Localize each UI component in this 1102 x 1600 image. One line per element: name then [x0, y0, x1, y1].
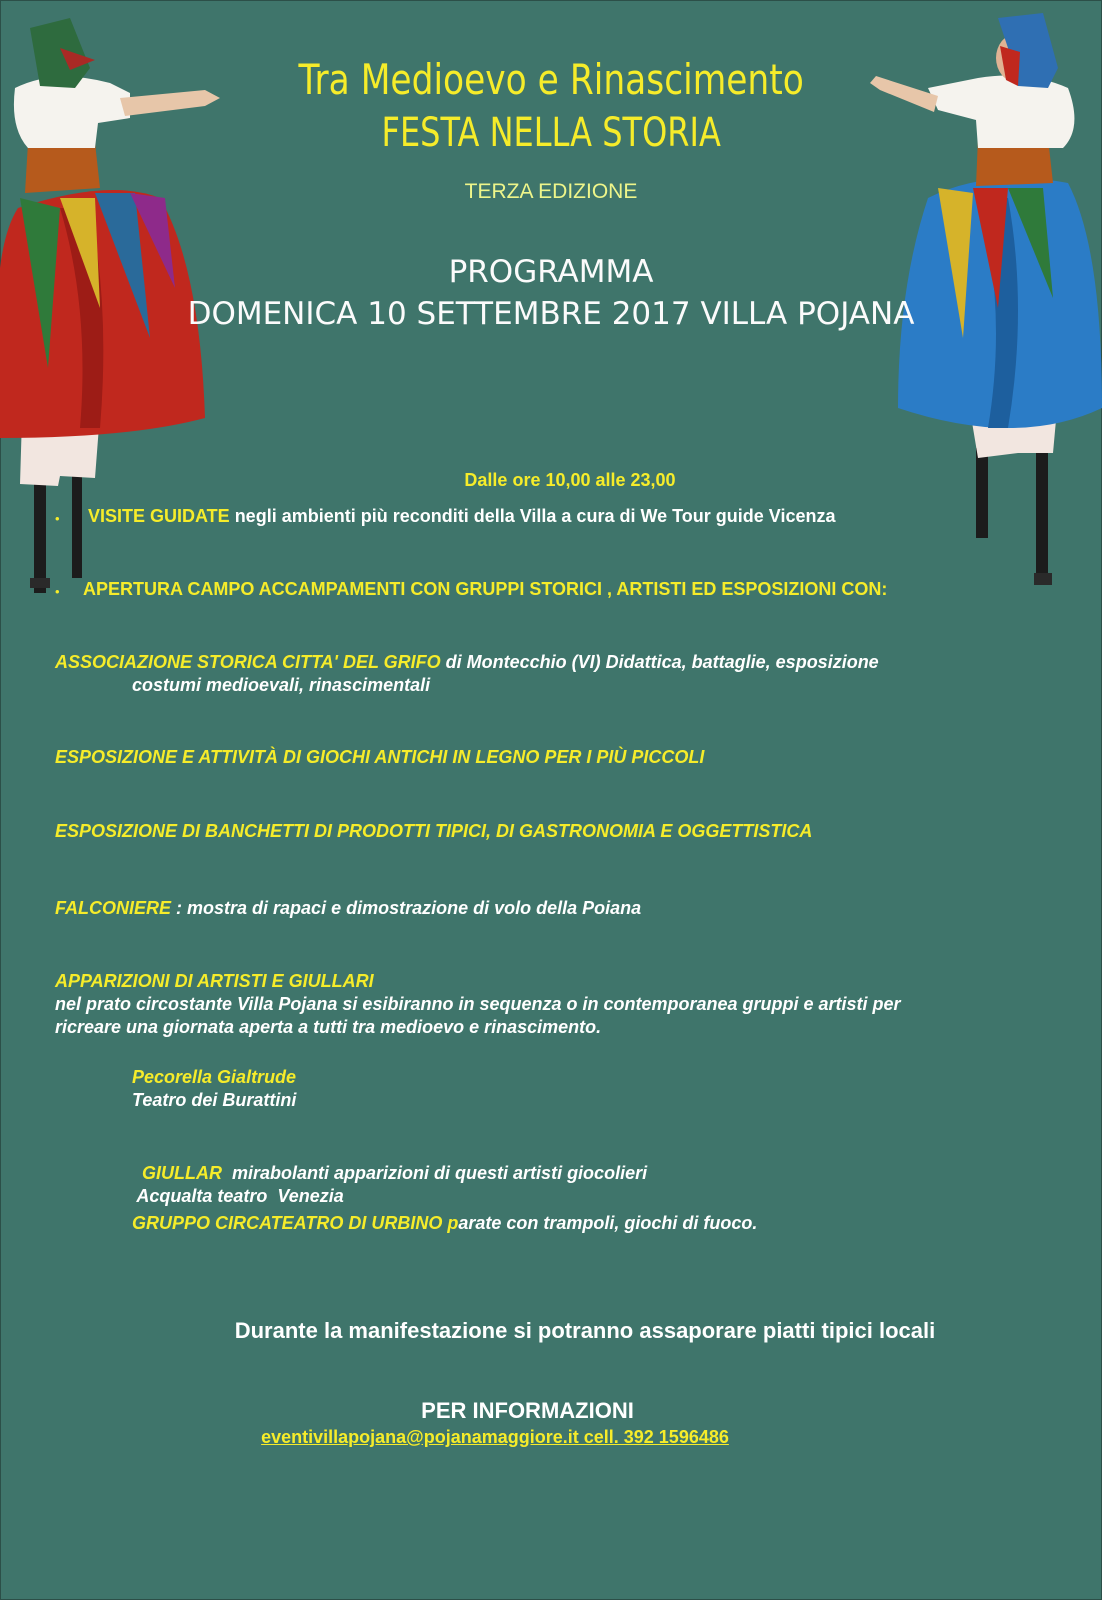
event-title: Tra Medioevo e Rinascimento: [298, 55, 804, 104]
bullet-icon: •: [55, 584, 60, 599]
falconiere-item: [55, 897, 1055, 920]
contact-line[interactable]: [0, 1427, 990, 1448]
opening-hours: Dalle ore 10,00 alle 23,00: [464, 470, 676, 490]
giochi-antichi-item: ESPOSIZIONE E ATTIVITÀ DI GIOCHI ANTICHI IN LEGNO PER I PIÙ PICCOLI: [55, 747, 705, 767]
associazione-grifo-item: [55, 651, 1055, 697]
apertura-campo-item: APERTURA CAMPO ACCAMPAMENTI CON GRUPPI STORICI , ARTISTI ED ESPOSIZIONI CON:: [83, 579, 888, 599]
giullar-name: GIULLAR: [142, 1163, 223, 1183]
pecorella-item: [132, 1066, 296, 1112]
circateatro-item: [132, 1212, 757, 1235]
edition-label: TERZA EDIZIONE: [464, 180, 638, 203]
programma-heading: PROGRAMMA: [448, 254, 654, 290]
apparizioni-label: APPARIZIONI DI ARTISTI E GIULLARI: [55, 971, 374, 991]
bullet-icon: •: [55, 511, 60, 526]
visite-guidate-text: negli ambienti più reconditi della Villa a cura di We Tour guide Vicenza: [229, 506, 836, 526]
visite-guidate-label: VISITE GUIDATE: [88, 506, 230, 526]
giullar-item: [132, 1139, 647, 1208]
circateatro-desc: arate con trampoli, giochi di fuoco.: [458, 1213, 758, 1233]
pecorella-desc: Teatro dei Burattini: [132, 1090, 297, 1110]
associazione-label: ASSOCIAZIONE STORICA CITTA' DEL GRIFO: [55, 652, 441, 672]
circateatro-name: GRUPPO CIRCATEATRO DI URBINO p: [132, 1213, 459, 1233]
associazione-text: di Montecchio (VI) Didattica, battaglie, esposizione: [440, 652, 879, 672]
food-note: Durante la manifestazione si potranno assaporare piatti tipici locali: [234, 1318, 936, 1343]
apparizioni-text-1: nel prato circostante Villa Pojana si esibiranno in sequenza o in contemporanea gruppi e artisti per: [55, 994, 901, 1014]
apparizioni-item: [55, 970, 1055, 1039]
apparizioni-text-2: ricreare una giornata aperta a tutti tra medioevo e rinascimento.: [55, 1017, 602, 1037]
contact-email-link[interactable]: eventivillapojana@pojanamaggiore.it cell. 392 1596486: [261, 1427, 729, 1447]
giullar-company: Acqualta teatro Venezia: [132, 1186, 344, 1206]
event-date-location: DOMENICA 10 SETTEMBRE 2017 VILLA POJANA: [187, 296, 915, 332]
falconiere-text: : mostra di rapaci e dimostrazione di volo della Poiana: [171, 898, 642, 918]
associazione-text-2: costumi medioevali, rinascimentali: [132, 675, 431, 695]
visite-guidate-item: [88, 506, 836, 527]
pecorella-name: Pecorella Gialtrude: [132, 1067, 297, 1087]
event-subtitle: FESTA NELLA STORIA: [381, 110, 721, 156]
falconiere-label: FALCONIERE: [55, 898, 172, 918]
banchetti-item: ESPOSIZIONE DI BANCHETTI DI PRODOTTI TIPICI, DI GASTRONOMIA E OGGETTISTICA: [55, 821, 813, 841]
info-heading: PER INFORMAZIONI: [421, 1398, 634, 1423]
giullar-desc: mirabolanti apparizioni di questi artisti giocolieri: [222, 1163, 648, 1183]
